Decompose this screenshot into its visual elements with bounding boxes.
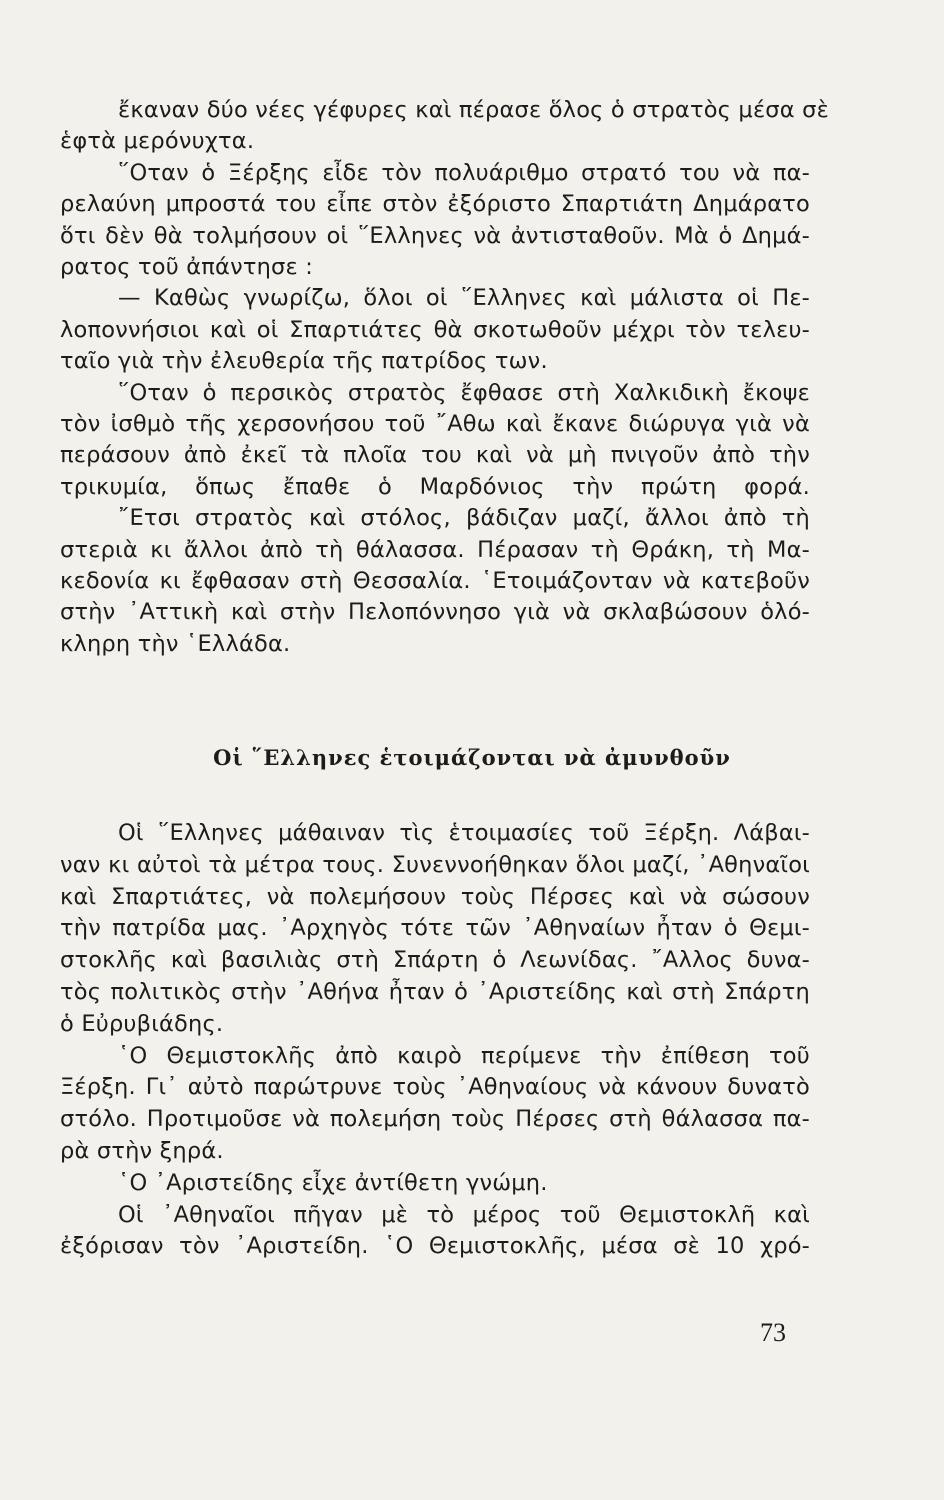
text-line: Οἱ ῞Ελληνες μάθαιναν τὶς ἑτοιμασίες τοῦ Ξέρξη. Λάβαι-: [118, 820, 810, 846]
text-line: ἔκαναν δύο νέες γέφυρες καὶ πέρασε ὅλος ὁ στρατὸς μέσα σὲ: [118, 97, 829, 123]
text-line: ῞Οταν ὁ περσικὸς στρατὸς ἔφθασε στὴ Χαλκιδικὴ ἔκοψε: [118, 379, 810, 406]
text-line: ρὰ στὴν ξηρά.: [60, 1138, 224, 1164]
text-line: στοκλῆς καὶ βασιλιὰς στὴ Σπάρτη ὁ Λεωνίδας. ῎Αλλος δυνα-: [60, 947, 810, 974]
text-line: ναν κι αὐτοὶ τὰ μέτρα τους. Συνεννοήθηκαν ὅλοι μαζί, ᾿Αθηναῖοι: [60, 851, 810, 878]
page-number: 73: [760, 1318, 786, 1347]
text-line: καὶ Σπαρτιάτες, νὰ πολεμήσουν τοὺς Πέρσες καὶ νὰ σώσουν: [60, 883, 810, 910]
text-line: τὸν ἰσθμὸ τῆς χερσονήσου τοῦ ῎Αθω καὶ ἔκανε διώρυγα γιὰ νὰ: [60, 411, 810, 437]
text-line: στόλο. Προτιμοῦσε νὰ πολεμήση τοὺς Πέρσες στὴ θάλασσα πα-: [60, 1106, 810, 1133]
text-line: ὁ Εὐρυβιάδης.: [60, 1010, 224, 1037]
text-line: στὴν ᾿Αττικὴ καὶ στὴν Πελοπόννησο γιὰ νὰ σκλαβώσουν ὁλό-: [60, 599, 810, 626]
text-line: ρελαύνη μπροστά του εἶπε στὸν ἐξόριστο Σπαρτιάτη Δημάρατο: [60, 191, 810, 218]
text-line: Ξέρξη. Γι᾿ αὐτὸ παρώτρυνε τοὺς ᾿Αθηναίους νὰ κάνουν δυνατὸ: [60, 1074, 810, 1101]
text-line: τὴν πατρίδα μας. ᾿Αρχηγὸς τότε τῶν ᾿Αθηναίων ἦταν ὁ Θεμι-: [60, 915, 810, 942]
text-line: ῾Ο Θεμιστοκλῆς ἀπὸ καιρὸ περίμενε τὴν ἐπίθεση τοῦ: [118, 1042, 810, 1069]
text-line: κεδονία κι ἔφθασαν στὴ Θεσσαλία. ῾Ετοιμάζονταν νὰ κατεβοῦν: [60, 568, 810, 594]
section-heading: Οἱ ῞Ελληνες ἑτοιμάζονται νὰ ἀμυνθοῦν: [213, 745, 731, 770]
text-line: λοποννήσιοι καὶ οἱ Σπαρτιάτες θὰ σκοτωθοῦν μέχρι τὸν τελευ-: [60, 316, 810, 343]
text-line: τὸς πολιτικὸς στὴν ᾿Αθήνα ἦταν ὁ ᾿Αριστείδης καὶ στὴ Σπάρτη: [60, 979, 810, 1005]
text-line: ῎Ετσι στρατὸς καὶ στόλος, βάδιζαν μαζί, ἄλλοι ἀπὸ τὴ: [118, 505, 810, 532]
text-line: ῞Οταν ὁ Ξέρξης εἶδε τὸν πολυάριθμο στρατό του νὰ πα-: [118, 159, 810, 186]
text-line: ἑφτὰ μερόνυχτα.: [60, 128, 255, 155]
text-line: Οἱ ᾿Αθηναῖοι πῆγαν μὲ τὸ μέρος τοῦ Θεμιστοκλῆ καὶ: [118, 1201, 810, 1228]
text-line: ρατος τοῦ ἀπάντησε :: [60, 254, 314, 280]
text-line: — Καθὼς γνωρίζω, ὅλοι οἱ ῞Ελληνες καὶ μάλιστα οἱ Πε-: [118, 285, 810, 312]
text-line: κληρη τὴν ῾Ελλάδα.: [60, 630, 291, 657]
text-line: στεριὰ κι ἄλλοι ἀπὸ τὴ θάλασσα. Πέρασαν τὴ Θράκη, τὴ Μα-: [60, 536, 810, 563]
text-line: ὅτι δὲν θὰ τολμήσουν οἱ ῞Ελληνες νὰ ἀντισταθοῦν. Μὰ ὁ Δημά-: [60, 222, 810, 249]
text-line: ῾Ο ᾿Αριστείδης εἶχε ἀντίθετη γνώμη.: [118, 1169, 548, 1196]
text-line: τρικυμία, ὅπως ἔπαθε ὁ Μαρδόνιος τὴν πρώτη φορά.: [60, 473, 810, 500]
text-line: περάσουν ἀπὸ ἐκεῖ τὰ πλοῖα του καὶ νὰ μὴ πνιγοῦν ἀπὸ τὴν: [60, 442, 810, 469]
text-line: ἐξόρισαν τὸν ᾿Αριστείδη. ῾Ο Θεμιστοκλῆς, μέσα σὲ 10 χρό-: [60, 1233, 810, 1260]
text-line: ταῖο γιὰ τὴν ἐλευθερία τῆς πατρίδος των.: [60, 348, 548, 375]
